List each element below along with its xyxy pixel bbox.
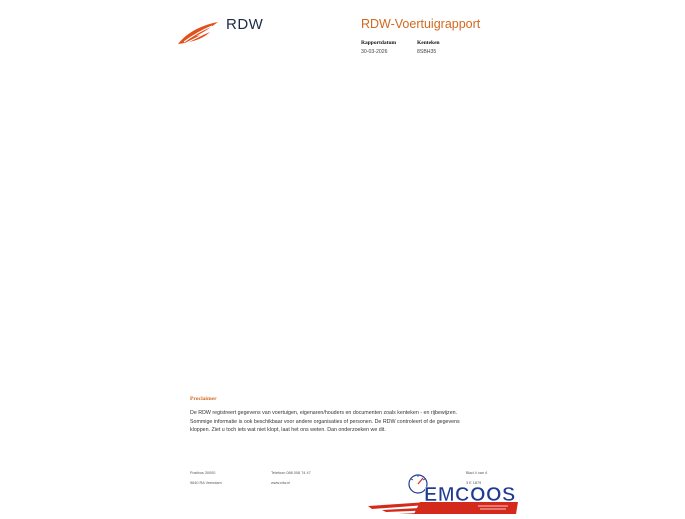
footer-website: www.rdw.nl (271, 481, 290, 485)
disclaimer-line: Sommige informatie is ook beschikbaar voor andere organisaties of personen. De RDW controleert of de gegevens (190, 418, 460, 425)
license-plate (417, 40, 440, 55)
license-plate-label: Kenteken (417, 40, 440, 46)
document-title: RDW-Voertuigrapport (361, 17, 481, 31)
disclaimer-text (190, 409, 490, 435)
rdw-logo (176, 16, 266, 48)
emcoos-logo (368, 470, 528, 514)
report-date (361, 40, 396, 55)
footer-phone: Telefoon 088 008 74 47 (271, 471, 311, 475)
rdw-wing-icon (176, 20, 220, 46)
report-date-label: Rapportdatum (361, 40, 397, 46)
disclaimer-line: De RDW registreert gegevens van voertuigen, eigenaren/houders en documenten zoals kenteken - en rijbewijzen. (190, 410, 458, 416)
disclaimer-line: kloppen. Ziet u toch iets wat niet klopt, laat het ons weten. Dan onderzoeken we dit. (190, 427, 386, 434)
footer-city: 9640 RA Veendam (190, 481, 222, 485)
logo-text: RDW (226, 16, 264, 33)
footer-page-number: Blad 4 van 4 (466, 471, 488, 475)
footer-code: 3 E 1879 (466, 481, 482, 485)
footer-postbus: Postbus 30000 (190, 471, 216, 475)
emcoos-logo-text: EMCOOS (424, 484, 516, 506)
disclaimer-title: Proclaimer (190, 396, 217, 402)
report-date-value: 30-03-2026 (361, 49, 388, 55)
license-plate-value: 8SBH35 (417, 49, 437, 55)
